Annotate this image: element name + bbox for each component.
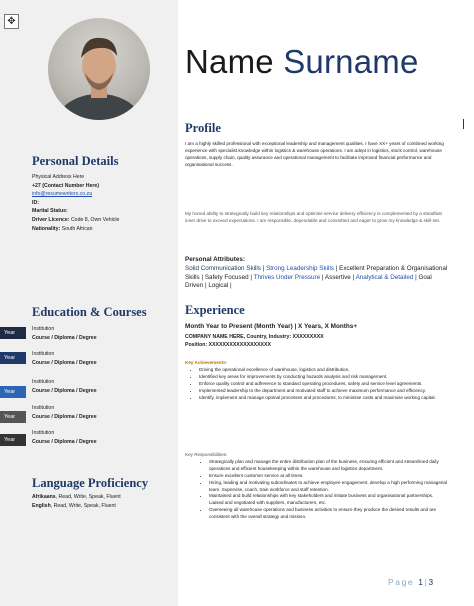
profile-heading: Profile bbox=[185, 121, 221, 135]
institution-text: Institution bbox=[32, 379, 55, 385]
address-text: Physical Address Here bbox=[32, 174, 85, 180]
text-cursor bbox=[463, 119, 464, 129]
responsibilities-block bbox=[185, 452, 449, 521]
attribute-item: Strong Leadership Skills bbox=[266, 264, 334, 272]
personal-attributes bbox=[185, 256, 449, 291]
id-label: ID: bbox=[32, 199, 39, 206]
year-tab: Year bbox=[0, 411, 26, 423]
language-name: English bbox=[32, 502, 51, 509]
page-separator: | bbox=[424, 577, 429, 587]
education-heading: Education & Courses bbox=[32, 305, 147, 319]
course-text: Course / Diploma / Degree bbox=[32, 334, 97, 341]
attribute-item: | Goal Driven | Logical | bbox=[185, 273, 432, 290]
attributes-label: Personal Attributes: bbox=[185, 256, 245, 263]
move-handle-icon[interactable]: ✥ bbox=[4, 14, 19, 29]
marital-label: Marital Status: bbox=[32, 208, 68, 215]
institution-text: Institution bbox=[32, 326, 55, 332]
attribute-item: Thrives Under Pressure bbox=[253, 273, 321, 281]
driver-row bbox=[32, 216, 174, 225]
year-tab: Year bbox=[0, 352, 26, 364]
page-footer bbox=[388, 577, 435, 587]
responsibility-item: • Overseeing all warehouse operations and business activities to ensure they produce the desired results and are consistent with the overall strategy and mission. bbox=[209, 507, 449, 521]
education-entry bbox=[32, 429, 172, 446]
responsibility-item: • Strategically plan and manage the entire distribution plan of the business, ensuring efficient and streamlined daily operations and efficient housekeeping within the warehouse and logistics department. bbox=[209, 459, 449, 473]
driver-label: Driver Licence: bbox=[32, 216, 70, 223]
nationality-label: Nationality: bbox=[32, 225, 61, 232]
first-name: Name bbox=[185, 43, 274, 80]
year-tab: Year bbox=[0, 386, 26, 398]
personal-details-block bbox=[32, 173, 174, 233]
phone-text: +27 (Contact Number Here) bbox=[32, 182, 100, 189]
achievement-item: • Implemented leadership to the department and motivated staff to achieve maximum performance and efficiency. bbox=[199, 388, 449, 395]
profile-photo bbox=[48, 18, 150, 120]
profile-paragraph-2: My honed ability to strategically build key relationships and optimise service delivery efficiency is complemented by a steadfast inner drive to exceed expectations. I am responsible, dependable and committed and eager to grow my knowledge & skill-set. bbox=[185, 211, 442, 223]
achievement-item: • Enforce quality control and adherence to standard operating procedures, safety and service level agreements. bbox=[199, 381, 449, 388]
attribute-item: Analytical & Detailed bbox=[355, 273, 414, 281]
page-total: 3 bbox=[428, 577, 435, 587]
page-number: 1 bbox=[418, 577, 425, 587]
person-silhouette-icon bbox=[48, 18, 150, 120]
nationality-value: South African bbox=[61, 225, 93, 232]
responsibility-item: • Hiring, leading and motivating subordinates to achieve employee engagement, develop a high performing managerial team. Supervise, coach, train workforce and staff retention. bbox=[209, 480, 449, 494]
achievement-item: • Identify, implement and manage optimal processes and procedures, to minimise costs and maximise working capital. bbox=[199, 395, 449, 402]
course-text: Course / Diploma / Degree bbox=[32, 359, 97, 366]
responsibility-item: • Ensure excellent customer service at all times. bbox=[209, 473, 449, 480]
achievements-list bbox=[185, 367, 449, 402]
achievement-item: • Identified key areas for improvements by conducting hazards analysis and risk management. bbox=[199, 374, 449, 381]
experience-period: Month Year to Present (Month Year) | X Years, X Months+ bbox=[185, 323, 358, 330]
education-entry bbox=[32, 350, 172, 367]
company-text: COMPANY NAME HERE, Country, Industry: XXXXXXXXX bbox=[185, 334, 324, 340]
course-text: Course / Diploma / Degree bbox=[32, 413, 97, 420]
course-text: Course / Diploma / Degree bbox=[32, 438, 97, 445]
profile-paragraph-1: I am a highly skilled professional with exceptional leadership and management qualities. I have XX+ years of combined working experience with specialist knowledge within logistics & warehouse operations. I am adept in logistics, stock control, warehouse operations, supply chain, quality assurance and operational management to facilitate improved financial performance and organisational success. bbox=[185, 141, 444, 167]
responsibilities-label: Key Responsibilities: bbox=[185, 452, 228, 457]
language-item: English, Read, Write, Speak, Fluent bbox=[32, 502, 116, 509]
responsibility-item: • Maintained and build relationships with key stakeholders and initiate business and organisational partnerships. Liaised and negotiated with suppliers, manufacturers, etc. bbox=[209, 493, 449, 507]
course-text: Course / Diploma / Degree bbox=[32, 387, 97, 394]
language-list bbox=[32, 493, 174, 510]
institution-text: Institution bbox=[32, 430, 55, 436]
page-label: Page bbox=[388, 577, 415, 587]
achievements-block bbox=[185, 360, 449, 401]
attribute-item: Solid Communication Skills bbox=[185, 264, 261, 272]
language-skills: Read, Write, Speak, Fluent bbox=[53, 502, 116, 509]
year-tab: Year bbox=[0, 434, 26, 446]
attribute-item: | Assertive | bbox=[320, 273, 356, 281]
attribute-separator: | bbox=[260, 264, 267, 272]
nationality-row bbox=[32, 225, 174, 234]
attributes-list bbox=[185, 265, 449, 291]
personal-details-heading: Personal Details bbox=[32, 154, 119, 168]
achievements-label: Key Achievements: bbox=[185, 360, 228, 365]
education-entry bbox=[32, 404, 172, 421]
responsibilities-list bbox=[185, 459, 449, 521]
attribute-item: | Excellent Preparation & Organisational Skills | Safety Focused | bbox=[185, 264, 448, 281]
experience-company-block bbox=[185, 333, 449, 349]
driver-value: Code 8, Own Vehicle bbox=[70, 216, 120, 223]
candidate-name bbox=[185, 42, 419, 82]
institution-text: Institution bbox=[32, 405, 55, 411]
language-name: Afrikaans bbox=[32, 494, 56, 500]
language-skills: Read, Write, Speak, Fluent bbox=[58, 494, 121, 500]
email-link[interactable]: info@resumewriters.co.za bbox=[32, 191, 93, 198]
education-entry bbox=[32, 325, 172, 342]
language-heading: Language Proficiency bbox=[32, 476, 149, 490]
experience-heading: Experience bbox=[185, 303, 245, 317]
institution-text: Institution bbox=[32, 351, 55, 357]
position-text: Position: XXXXXXXXXXXXXXXXXX bbox=[185, 342, 271, 348]
last-name: Surname bbox=[283, 43, 419, 80]
year-tab: Year bbox=[0, 327, 26, 339]
achievement-item: • Driving the operational excellence of warehouse, logistics and distribution. bbox=[199, 367, 449, 374]
language-item: Afrikaans, Read, Write, Speak, Fluent bbox=[32, 494, 121, 500]
education-entry bbox=[32, 378, 172, 395]
